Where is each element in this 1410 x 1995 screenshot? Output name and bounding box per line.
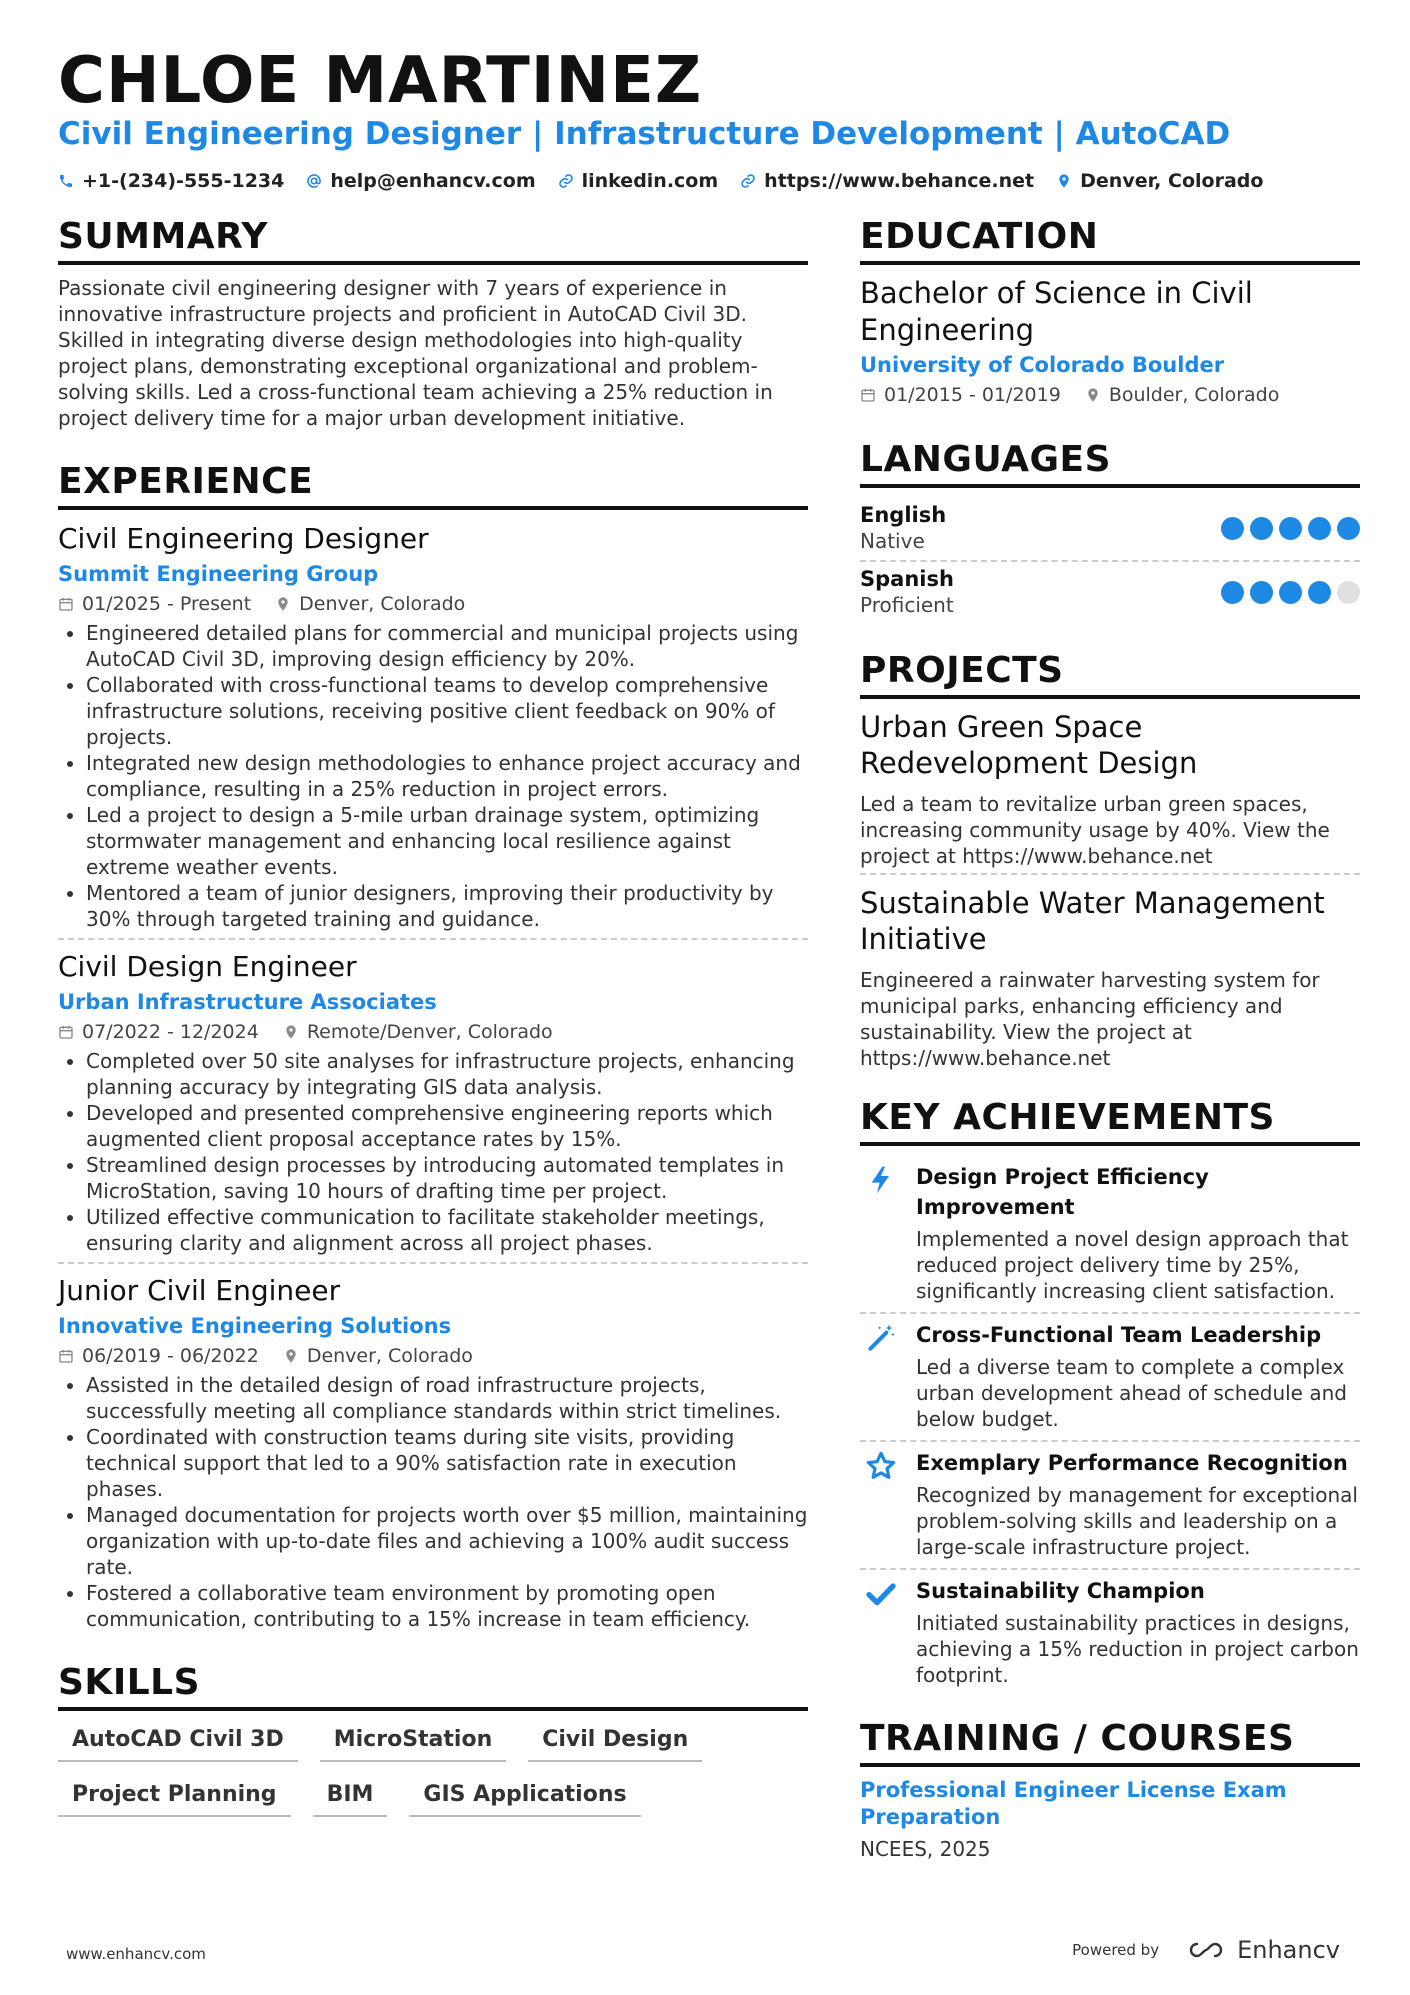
education-meta [860, 381, 1360, 409]
language-name: Spanish [860, 567, 954, 591]
project-description: Engineered a rainwater harvesting system for municipal parks, enhancing efficiency and sustainability. View the project at https://www.behance.net [860, 968, 1320, 1070]
job-location-text: Remote/Denver, Colorado [306, 1021, 553, 1043]
job-bullet: • Developed and presented comprehensive engineering reports which augmented client proposal acceptance rates by 15%. [86, 1100, 808, 1152]
achievement-text: Led a diverse team to complete a complex urban development ahead of schedule and below budget. [916, 1355, 1347, 1431]
calendar-icon [58, 1024, 74, 1040]
education-section [860, 216, 1360, 409]
achievement-item [860, 1156, 1360, 1314]
footer-website[interactable]: www.enhancv.com [66, 1945, 206, 1963]
projects-section [860, 650, 1360, 1075]
link-icon [558, 173, 574, 189]
skill-tag: Civil Design [528, 1721, 702, 1762]
experience-title: EXPERIENCE [58, 461, 808, 510]
language-level: Proficient [860, 593, 954, 617]
job-dates-text: 07/2022 - 12/2024 [82, 1021, 259, 1043]
job-bullet: • Utilized effective communication to facilitate stakeholder meetings, ensuring clarity and alignment across all project phases. [86, 1204, 808, 1256]
education-location-text: Boulder, Colorado [1108, 384, 1280, 406]
location-pin-icon [1085, 387, 1101, 403]
achievement-title: Design Project Efficiency Improvement [916, 1165, 1209, 1219]
skill-tag: GIS Applications [409, 1776, 640, 1817]
rating-dot [1337, 517, 1360, 540]
job-dates-text: 06/2019 - 06/2022 [82, 1345, 259, 1367]
project-title: Urban Green Space Redevelopment Design [860, 710, 1198, 780]
job-dates [58, 1342, 259, 1370]
location-pin-icon [283, 1348, 299, 1364]
star-icon [865, 1450, 897, 1482]
location-pin-icon [1056, 173, 1072, 189]
lightning-icon [865, 1164, 897, 1196]
languages-section [860, 439, 1360, 624]
languages-title: LANGUAGES [860, 439, 1360, 488]
rating-dot [1308, 517, 1331, 540]
candidate-name: CHLOE MARTINEZ [58, 44, 703, 118]
achievement-item [860, 1570, 1360, 1696]
achievement-text: Initiated sustainability practices in designs, achieving a 15% reduction in project carbon footprint. [916, 1611, 1359, 1687]
education-title: EDUCATION [860, 216, 1360, 265]
job-meta [58, 1018, 808, 1046]
brand-name: Enhancv [1237, 1936, 1340, 1964]
contact-location [1056, 170, 1263, 192]
location-pin-icon [275, 596, 291, 612]
job-dates [58, 590, 251, 618]
job-dates [58, 1018, 259, 1046]
project-item [860, 709, 1360, 875]
achievement-title: Exemplary Performance Recognition [916, 1451, 1348, 1475]
skill-tag: BIM [313, 1776, 388, 1817]
contact-email[interactable] [306, 170, 535, 192]
rating-dot [1308, 581, 1331, 604]
enhancv-logo-icon [1183, 1938, 1229, 1962]
job-bullet: • Streamlined design processes by introducing automated templates in MicroStation, saving 10 hours of drafting time per project. [86, 1152, 808, 1204]
contact-website[interactable] [740, 170, 1034, 192]
job-entry [58, 948, 808, 1264]
course-title: Professional Engineer License Exam Preparation [860, 1778, 1287, 1829]
skills-section [58, 1662, 808, 1817]
link-icon [740, 173, 756, 189]
job-bullets [58, 1372, 808, 1632]
training-section [860, 1718, 1360, 1861]
training-title: TRAINING / COURSES [860, 1718, 1360, 1767]
job-bullet: • Engineered detailed plans for commercial and municipal projects using AutoCAD Civil 3D, improving design efficiency by 20%. [86, 620, 808, 672]
rating-dot [1279, 517, 1302, 540]
contact-linkedin[interactable] [558, 170, 719, 192]
at-icon [306, 173, 322, 189]
contact-phone[interactable] [58, 170, 284, 192]
job-location-text: Denver, Colorado [306, 1345, 473, 1367]
phone-icon [58, 173, 74, 189]
summary-text: Passionate civil engineering designer with 7 years of experience in innovative infrastructure projects and proficient in AutoCAD Civil 3D. Skilled in integrating diverse design methodologies into high-quality project plans, demonstrating exceptional organizational and problem-solving skills. Led a cross-functional team achieving a 25% reduction in project delivery time for a major urban development initiative. [58, 276, 773, 430]
phone-text: +1-(234)-555-1234 [82, 170, 285, 192]
job-role: Junior Civil Engineer [58, 1274, 341, 1307]
job-bullet: • Fostered a collaborative team environment by promoting open communication, contributing to a 15% increase in team efficiency. [86, 1580, 808, 1632]
footer-branding [1072, 1936, 1340, 1964]
job-bullet: • Assisted in the detailed design of road infrastructure projects, successfully meeting all compliance standards within strict timelines. [86, 1372, 808, 1424]
calendar-icon [860, 387, 876, 403]
language-item [860, 498, 1360, 562]
experience-section [58, 461, 808, 1638]
checkmark-icon [865, 1578, 897, 1610]
email-text: help@enhancv.com [330, 170, 536, 192]
language-rating [1221, 581, 1360, 604]
powered-by-label: Powered by [1072, 1941, 1160, 1959]
linkedin-text: linkedin.com [581, 170, 719, 192]
achievement-text: Recognized by management for exceptional problem-solving skills and leadership on a large-scale infrastructure project. [916, 1483, 1358, 1559]
job-bullet: • Mentored a team of junior designers, improving their productivity by 30% through targeted training and guidance. [86, 880, 808, 932]
achievement-title: Cross-Functional Team Leadership [916, 1323, 1322, 1347]
job-location [283, 1342, 473, 1370]
right-column [860, 216, 1360, 1861]
job-entry [58, 1272, 808, 1638]
skills-title: SKILLS [58, 1662, 808, 1711]
job-meta [58, 590, 808, 618]
education-dates [860, 381, 1061, 409]
school-name: University of Colorado Boulder [860, 353, 1225, 377]
language-level: Native [860, 529, 925, 553]
brand-logo[interactable] [1183, 1936, 1340, 1964]
magic-wand-icon [865, 1322, 897, 1354]
language-rating [1221, 517, 1360, 540]
course-org: NCEES, 2025 [860, 1837, 991, 1861]
job-bullet: • Coordinated with construction teams during site visits, providing technical support that led to a 90% satisfaction rate in execution phases. [86, 1424, 808, 1502]
skill-tag: MicroStation [320, 1721, 506, 1762]
job-location-text: Denver, Colorado [299, 593, 466, 615]
job-bullet: • Integrated new design methodologies to enhance project accuracy and compliance, resulting in a 25% reduction in project errors. [86, 750, 808, 802]
calendar-icon [58, 596, 74, 612]
rating-dot [1221, 517, 1244, 540]
achievement-title: Sustainability Champion [916, 1579, 1205, 1603]
job-location [275, 590, 465, 618]
projects-title: PROJECTS [860, 650, 1360, 699]
project-description: Led a team to revitalize urban green spaces, increasing community usage by 40%. View the project at https://www.behance.net [860, 792, 1330, 868]
job-company: Innovative Engineering Solutions [58, 1314, 452, 1338]
achievement-text: Implemented a novel design approach that reduced project delivery time by 25%, significantly increasing client satisfaction. [916, 1227, 1349, 1303]
project-title: Sustainable Water Management Initiative [860, 886, 1325, 956]
job-bullets [58, 1048, 808, 1256]
job-bullets [58, 620, 808, 932]
skill-tag: Project Planning [58, 1776, 291, 1817]
degree-title: Bachelor of Science in Civil Engineering [860, 276, 1253, 347]
job-company: Summit Engineering Group [58, 562, 379, 586]
job-bullet: • Collaborated with cross-functional teams to develop comprehensive infrastructure solutions, receiving positive client feedback on 90% of projects. [86, 672, 808, 750]
job-location [283, 1018, 553, 1046]
job-role: Civil Engineering Designer [58, 522, 429, 555]
achievements-title: KEY ACHIEVEMENTS [860, 1097, 1360, 1146]
project-item [860, 885, 1360, 1075]
contact-bar [58, 170, 1263, 192]
education-location [1085, 381, 1280, 409]
rating-dot [1279, 581, 1302, 604]
summary-section [58, 216, 808, 431]
language-name: English [860, 503, 947, 527]
rating-dot [1337, 581, 1360, 604]
job-company: Urban Infrastructure Associates [58, 990, 437, 1014]
job-entry [58, 520, 808, 940]
location-pin-icon [283, 1024, 299, 1040]
calendar-icon [58, 1348, 74, 1364]
skills-list [58, 1721, 808, 1817]
job-bullet: • Completed over 50 site analyses for infrastructure projects, enhancing planning accuracy by integrating GIS data analysis. [86, 1048, 808, 1100]
achievements-section [860, 1097, 1360, 1696]
rating-dot [1250, 581, 1273, 604]
job-role: Civil Design Engineer [58, 950, 357, 983]
achievement-item [860, 1442, 1360, 1570]
summary-title: SUMMARY [58, 216, 808, 265]
language-item [860, 562, 1360, 624]
job-dates-text: 01/2025 - Present [82, 593, 252, 615]
rating-dot [1250, 517, 1273, 540]
left-column [58, 216, 808, 1817]
education-dates-text: 01/2015 - 01/2019 [884, 384, 1061, 406]
location-text: Denver, Colorado [1080, 170, 1264, 192]
skill-tag: AutoCAD Civil 3D [58, 1721, 298, 1762]
website-text: https://www.behance.net [764, 170, 1035, 192]
job-meta [58, 1342, 808, 1370]
job-bullet: • Managed documentation for projects worth over $5 million, maintaining organization with up-to-date files and achieving a 100% audit success rate. [86, 1502, 808, 1580]
achievement-item [860, 1314, 1360, 1442]
headline: Civil Engineering Designer | Infrastructure Development | AutoCAD [58, 116, 1231, 152]
rating-dot [1221, 581, 1244, 604]
job-bullet: • Led a project to design a 5-mile urban drainage system, optimizing stormwater management and enhancing local resilience against extreme weather events. [86, 802, 808, 880]
